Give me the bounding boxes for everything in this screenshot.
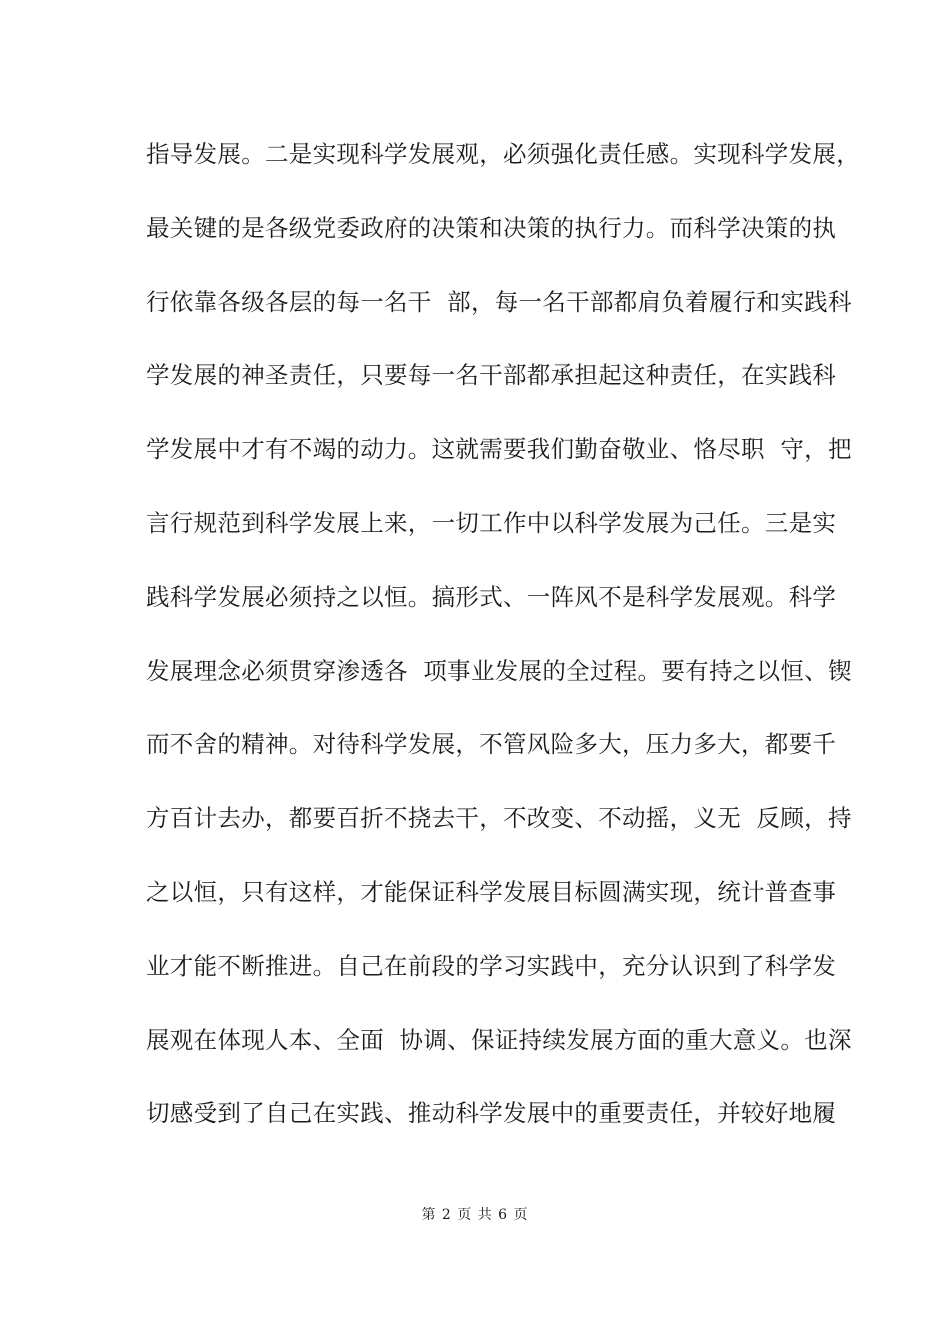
text-line: 展观在体现人本、全面 协调、保证持续发展方面的重大意义。也深: [146, 1025, 852, 1054]
text-line: 学发展的神圣责任，只要每一名干部都承担起这种责任，在实践科: [146, 361, 837, 390]
page-footer: [0, 1204, 950, 1224]
text-line: 业才能不断推进。自己在前段的学习实践中，充分认识到了科学发: [146, 951, 837, 980]
text-line: 行依靠各级各层的每一名干 部，每一名干部都肩负着履行和实践科: [146, 287, 852, 316]
text-line: 践科学发展必须持之以恒。搞形式、一阵风不是科学发展观。科学: [146, 582, 837, 611]
text-line: 方百计去办，都要百折不挠去干，不改变、不动摇，义无 反顾，持: [146, 804, 852, 833]
page-number: 第 2 页 共 6 页: [421, 1207, 529, 1223]
text-line: 最关键的是各级党委政府的决策和决策的执行力。而科学决策的执: [146, 213, 837, 242]
text-line: 发展理念必须贯穿渗透各 项事业发展的全过程。要有持之以恒、锲: [146, 656, 852, 685]
text-line: 学发展中才有不竭的动力。这就需要我们勤奋敬业、恪尽职 守，把: [146, 435, 852, 464]
text-line: 切感受到了自己在实践、推动科学发展中的重要责任，并较好地履: [146, 1099, 837, 1128]
body-text: [146, 130, 860, 1163]
text-line: 而不舍的精神。对待科学发展，不管风险多大，压力多大，都要千: [146, 730, 837, 759]
text-line: 言行规范到科学发展上来，一切工作中以科学发展为己任。三是实: [146, 508, 837, 537]
text-line: 之以恒，只有这样，才能保证科学发展目标圆满实现，统计普查事: [146, 877, 837, 906]
text-line: 指导发展。二是实现科学发展观，必须强化责任感。实现科学发展，: [146, 140, 860, 168]
